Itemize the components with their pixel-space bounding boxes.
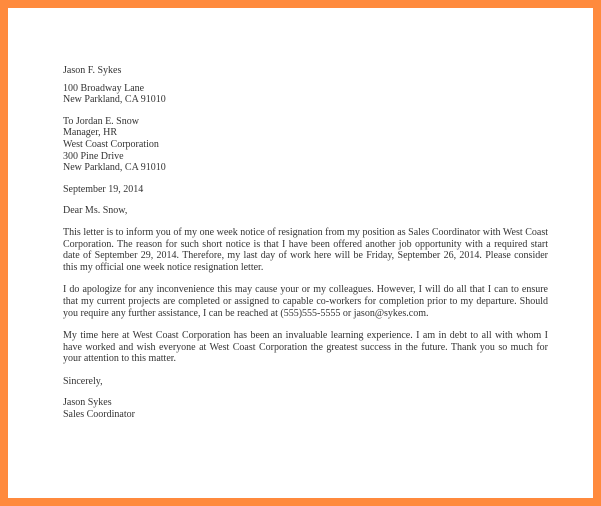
letter-date: September 19, 2014	[63, 183, 144, 195]
sender-city: New Parkland, CA 91010	[63, 94, 166, 106]
sender-street: 100 Broadway Lane	[63, 82, 145, 94]
paragraph-apology: I do apologize for any inconvenience this may cause your or my colleagues. However, I will do all that I can to ensure that my current projects are completed or assigned to capable co-workers for completion prior to my departure. Should you require any further assistance, I can be reached at (555)555-5555 or jason@sykes.com.	[63, 284, 548, 319]
recipient-title: Manager, HR	[63, 127, 118, 139]
letter-page	[8, 8, 593, 498]
sender-name: Jason F. Sykes	[63, 65, 122, 76]
paragraph-notice: This letter is to inform you of my one week notice of resignation from my position as Sales Coordinator with West Coast Corporation. The reason for such short notice is that I have been offered another job opportunity with a required start date of September 29, 2014. Therefore, my last day of work here will be Friday, September 26, 2014. Please consider this my official one week notice resignation letter.	[63, 226, 548, 273]
recipient-street: 300 Pine Drive	[63, 150, 124, 162]
signature-name: Jason Sykes	[63, 397, 112, 409]
paragraph-gratitude: My time here at West Coast Corporation has been an invaluable learning experience. I am in debt to all with whom I have worked and wish everyone at West Coast Corporation the greatest success in the future. Thank you so much for your attention to this matter.	[63, 330, 548, 365]
recipient-company: West Coast Corporation	[63, 138, 159, 150]
recipient-to-line: To Jordan E. Snow	[63, 115, 139, 127]
signature-title: Sales Coordinator	[63, 409, 135, 421]
salutation: Dear Ms. Snow,	[63, 205, 128, 217]
closing: Sincerely,	[63, 375, 103, 387]
resignation-letter	[63, 65, 548, 421]
recipient-city: New Parkland, CA 91010	[63, 162, 166, 174]
